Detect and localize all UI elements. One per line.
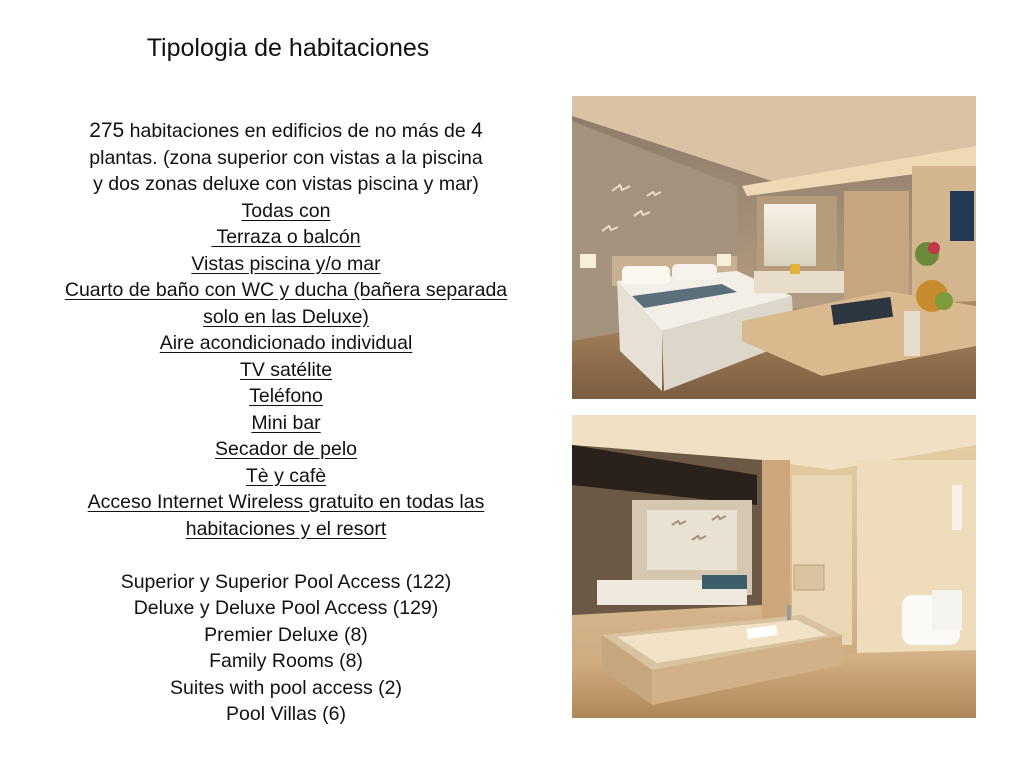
amenity-minibar: Mini bar: [251, 411, 321, 434]
amenity-tv: TV satélite: [239, 358, 333, 381]
room-type-superior: Superior y Superior Pool Access (122): [120, 570, 452, 593]
intro-line-3: y dos zonas deluxe con vistas piscina y mar): [93, 173, 479, 195]
amenity-tea-coffee: Tè y cafè: [245, 464, 327, 487]
page-title: Tipologia de habitaciones: [146, 34, 430, 62]
amenity-phone: Teléfono: [249, 385, 323, 407]
bedroom-photo: [572, 96, 976, 399]
room-count: 275: [89, 119, 125, 142]
room-type-suites: Suites with pool access (2): [170, 676, 402, 699]
amenity-bathroom: Cuarto de baño con WC y ducha (bañera separada: [64, 279, 508, 301]
amenity-terrace: Terraza o balcón: [211, 226, 361, 248]
bathroom-photo: [572, 415, 976, 718]
amenity-views: Vistas piscina y/o mar: [191, 252, 381, 275]
amenities-heading: Todas con: [241, 199, 331, 222]
room-type-villas: Pool Villas (6): [226, 703, 346, 725]
amenity-ac: Aire acondicionado individual: [159, 332, 413, 354]
spacer: [46, 542, 526, 569]
floor-count: 4: [471, 119, 483, 142]
intro-line-1-text: habitaciones en edificios de no más de: [124, 120, 472, 142]
amenity-wifi: Acceso Internet Wireless gratuito en todas las: [87, 491, 485, 513]
intro-line-2: plantas. (zona superior con vistas a la piscina: [89, 146, 483, 169]
description-column: [46, 118, 526, 728]
intro-line-1: [46, 118, 526, 145]
room-type-deluxe: Deluxe y Deluxe Pool Access (129): [133, 597, 439, 619]
room-type-family: Family Rooms (8): [209, 650, 363, 672]
amenity-wifi-cont: habitaciones y el resort: [185, 517, 387, 540]
amenity-bathroom-cont: solo en las Deluxe): [203, 305, 369, 328]
amenity-hairdryer: Secador de pelo: [214, 438, 358, 460]
room-type-premier: Premier Deluxe (8): [204, 623, 368, 646]
